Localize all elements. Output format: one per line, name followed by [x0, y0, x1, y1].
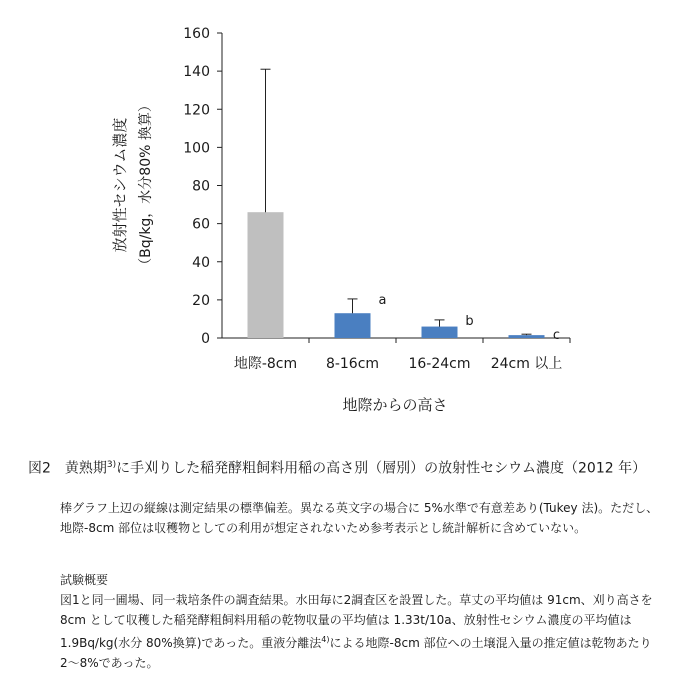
caption-text-rest: に手刈りした稲発酵粗飼料用稲の高さ別（層別）の放射性セシウム濃度（2012 年） — [116, 460, 647, 477]
bar — [248, 212, 284, 338]
chart-note: 棒グラフ上辺の縦線は測定結果の標準偏差。異なる英文字の場合に 5%水準で有意差あり(Tukey 法)。ただし、地際-8cm 部位は収穫物としての利用が想定されないため参考表示とし統計解析に含めていない。 — [60, 501, 659, 535]
y-tick-label: 140 — [183, 64, 210, 81]
x-tick-label: 8-16cm — [325, 356, 380, 372]
y-tick-label: 80 — [192, 178, 210, 195]
summary-text-part1: 図1と同一圃場、同一栽培条件の調査結果。水田毎に2調査区を設置した。草丈の平均値は 91cm、刈り高さを 8cm として収穫した稲発酵粗飼料用稲の乾物収量の平均値は 1.33t/10a、放射性セシウム濃度の平均値は 1.9Bq/kg(水分 80%換算)であった。重液分離法 — [60, 593, 653, 650]
significance-letter: c — [552, 328, 561, 344]
y-tick-label: 0 — [201, 331, 210, 347]
y-axis-label-line2: （Bq/kg，水分80% 換算） — [138, 98, 154, 272]
bar — [335, 313, 371, 338]
summary-reference: 4) — [321, 635, 330, 644]
x-tick-label: 24cm 以上 — [490, 356, 563, 372]
y-tick-label: 120 — [183, 102, 210, 119]
caption-text: 図2 黄熟期 — [28, 460, 107, 477]
summary-heading: 試験概要 — [60, 573, 109, 587]
y-tick-label: 60 — [192, 216, 210, 233]
y-tick-label: 100 — [183, 140, 210, 157]
y-tick-label: 40 — [192, 254, 210, 271]
caption-reference: 3) — [106, 460, 117, 470]
y-tick-label: 160 — [183, 26, 210, 42]
x-axis-label: 地際からの高さ — [342, 396, 448, 414]
summary-text-part2: による地際-8cm 部位への土壌混入量の推定値は乾物あたり 2～8%であった。 — [60, 636, 652, 670]
y-tick-label: 20 — [192, 292, 210, 309]
x-tick-label: 16-24cm — [408, 356, 471, 372]
bar — [509, 335, 545, 338]
bar — [422, 327, 458, 338]
figure-caption — [28, 455, 678, 479]
summary-text — [60, 590, 660, 673]
x-tick-label: 地際-8cm — [233, 356, 298, 372]
significance-letter: a — [378, 292, 387, 308]
significance-letter: b — [465, 313, 474, 329]
y-axis-label-line1: 放射性セシウム濃度 — [111, 117, 129, 253]
